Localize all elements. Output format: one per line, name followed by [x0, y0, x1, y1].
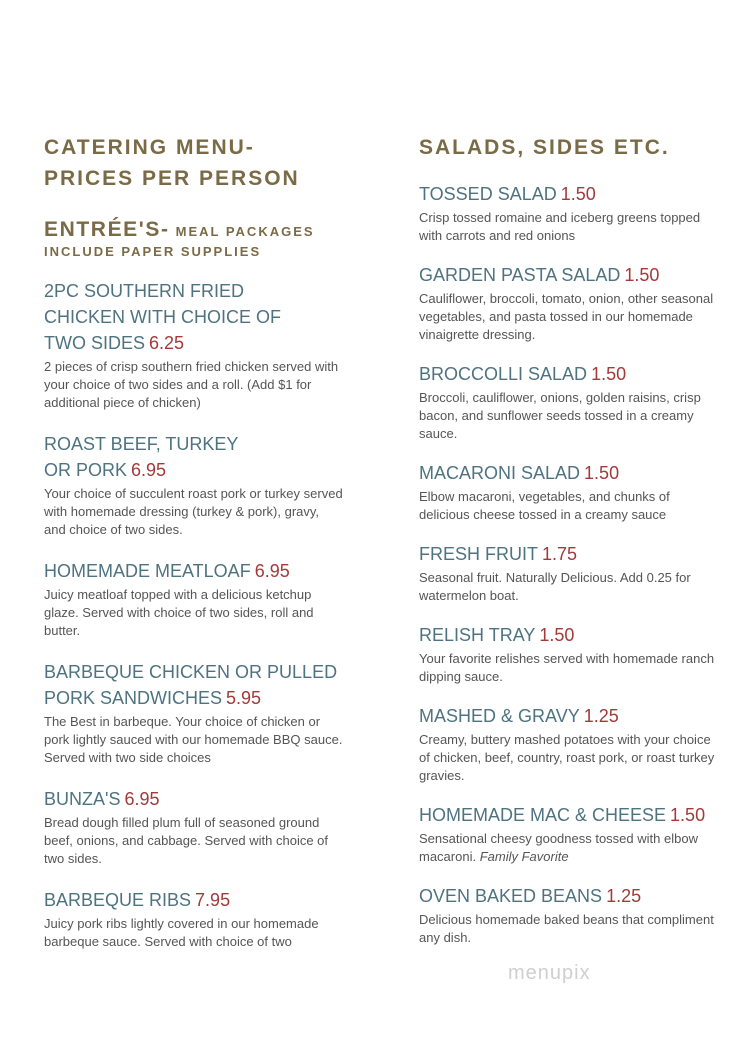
- item-name: 2PC SOUTHERN FRIED CHICKEN WITH CHOICE OF TWO SIDES 6.25: [44, 281, 281, 353]
- item-price: 6.95: [254, 561, 290, 581]
- item-name: BARBEQUE CHICKEN OR PULLED PORK SANDWICHES 5.95: [44, 662, 338, 708]
- menu-item: [419, 361, 719, 443]
- item-description: Seasonal fruit. Naturally Delicious. Add 0.25 for watermelon boat.: [419, 570, 691, 603]
- sides-title: SALADS, SIDES ETC.: [419, 136, 670, 159]
- menu-item: [44, 278, 344, 412]
- item-description: Sensational cheesy goodness tossed with elbow macaroni. Family Favorite: [419, 831, 698, 864]
- watermark-logo: menupix: [508, 962, 591, 984]
- item-description: Crisp tossed romaine and iceberg greens topped with carrots and red onions: [419, 210, 701, 243]
- title-line-2: PRICES PER PERSON: [44, 167, 300, 190]
- item-price: 1.50: [539, 625, 575, 645]
- menu-item: [44, 786, 344, 868]
- item-price: 1.50: [624, 265, 660, 285]
- item-name: MASHED & GRAVY 1.25: [419, 706, 619, 726]
- menu-item: [419, 460, 719, 524]
- item-name: ROAST BEEF, TURKEY OR PORK 6.95: [44, 434, 239, 480]
- item-name: FRESH FRUIT 1.75: [419, 544, 578, 564]
- menu-item: [44, 558, 344, 640]
- item-description: The Best in barbeque. Your choice of chicken or pork lightly sauced with our homemade BBQ sauce. Served with two side choices: [44, 714, 343, 765]
- item-price: 6.95: [131, 460, 167, 480]
- menu-item: [419, 262, 719, 344]
- item-description: Bread dough filled plum full of seasoned ground beef, onions, and cabbage. Served with choice of two sides.: [44, 815, 329, 866]
- item-price: 7.95: [195, 890, 231, 910]
- item-description: Juicy meatloaf topped with a delicious ketchup glaze. Served with choice of two sides, roll and butter.: [44, 587, 314, 638]
- item-name: HOMEMADE MAC & CHEESE 1.50: [419, 805, 706, 825]
- menu-item: [419, 622, 719, 686]
- menu-item: [419, 802, 719, 866]
- item-price: 1.50: [560, 184, 596, 204]
- item-description: Your choice of succulent roast pork or turkey served with homemade dressing (turkey & pork), gravy, and choice of two sides.: [44, 486, 343, 537]
- menu-title: [44, 132, 344, 194]
- entrees-sublabel: MEAL PACKAGES: [175, 224, 315, 239]
- menu-item: [44, 659, 344, 767]
- menu-item: [419, 883, 719, 947]
- item-price: 1.25: [583, 706, 619, 726]
- item-name: OVEN BAKED BEANS 1.25: [419, 886, 642, 906]
- item-price: 5.95: [226, 688, 262, 708]
- item-price: 6.25: [149, 333, 185, 353]
- item-description: 2 pieces of crisp southern fried chicken served with your choice of two sides and a roll. (Add $1 for additional piece of chicken): [44, 359, 339, 410]
- entrees-label: ENTRÉE'S-: [44, 218, 170, 241]
- menu-item: [44, 431, 344, 539]
- item-name: MACARONI SALAD 1.50: [419, 463, 620, 483]
- entrees-heading: [44, 218, 344, 259]
- entrees-note: INCLUDE PAPER SUPPLIES: [44, 244, 262, 259]
- item-name: TOSSED SALAD 1.50: [419, 184, 596, 204]
- family-favorite-note: Family Favorite: [479, 849, 569, 864]
- menu-item: [419, 703, 719, 785]
- item-price: 1.50: [584, 463, 620, 483]
- menu-item: [419, 541, 719, 605]
- sides-column: [419, 132, 719, 947]
- item-description: Cauliflower, broccoli, tomato, onion, other seasonal vegetables, and pasta tossed in our homemade vinaigrette dressing.: [419, 291, 714, 342]
- item-name: BROCCOLLI SALAD 1.50: [419, 364, 627, 384]
- item-name: GARDEN PASTA SALAD 1.50: [419, 265, 660, 285]
- menu-item: [419, 181, 719, 245]
- item-description: Creamy, buttery mashed potatoes with your choice of chicken, beef, country, roast pork, or roast turkey gravies.: [419, 732, 715, 783]
- item-description: Juicy pork ribs lightly covered in our homemade barbeque sauce. Served with choice of two: [44, 916, 319, 949]
- item-description: Your favorite relishes served with homemade ranch dipping sauce.: [419, 651, 715, 684]
- item-name: BUNZA'S 6.95: [44, 789, 160, 809]
- entrees-column: [44, 132, 344, 951]
- item-price: 1.75: [542, 544, 578, 564]
- item-price: 1.50: [591, 364, 627, 384]
- item-name: RELISH TRAY 1.50: [419, 625, 575, 645]
- menu-item: [44, 887, 344, 951]
- item-name: BARBEQUE RIBS 7.95: [44, 890, 231, 910]
- item-description: Broccoli, cauliflower, onions, golden raisins, crisp bacon, and sunflower seeds tossed in a creamy sauce.: [419, 390, 701, 441]
- item-price: 6.95: [124, 789, 160, 809]
- item-price: 1.50: [670, 805, 706, 825]
- item-description: Elbow macaroni, vegetables, and chunks of delicious cheese tossed in a creamy sauce: [419, 489, 670, 522]
- title-line-1: CATERING MENU-: [44, 136, 255, 159]
- item-description: Delicious homemade baked beans that compliment any dish.: [419, 912, 714, 945]
- item-price: 1.25: [606, 886, 642, 906]
- item-name: HOMEMADE MEATLOAF 6.95: [44, 561, 290, 581]
